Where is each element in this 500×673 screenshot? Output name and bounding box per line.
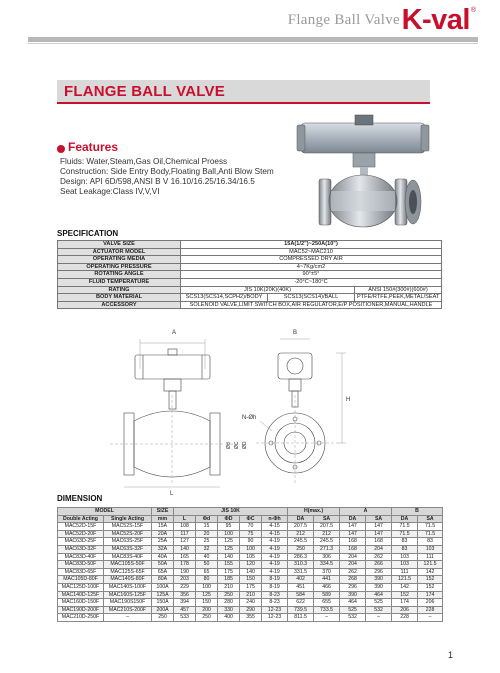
table-cell: DA	[340, 515, 366, 523]
specification-table	[57, 240, 442, 309]
table-cell: 75	[240, 530, 262, 538]
table-cell: 286.3	[288, 553, 314, 561]
valve-photo	[283, 113, 453, 235]
spec-value: SCS13(SCS14)/BALL	[268, 294, 355, 302]
table-cell: MAC83D-50F	[58, 561, 104, 569]
table-cell: 210	[218, 583, 240, 591]
spec-label: ROTATING ANGLE	[58, 271, 181, 279]
spec-label: BODY MATERIAL	[58, 294, 181, 302]
table-cell: DA	[288, 515, 314, 523]
table-cell: 229	[174, 583, 196, 591]
table-cell: B	[392, 508, 443, 516]
spec-value: -20°C~180°C	[181, 278, 442, 286]
table-cell: 20	[196, 530, 218, 538]
table-cell: 174	[418, 591, 443, 599]
table-cell: 533	[174, 614, 196, 622]
table-cell: MODEL	[58, 508, 152, 516]
table-cell: 262	[366, 553, 392, 561]
table-cell: 206	[392, 606, 418, 614]
table-row	[58, 553, 443, 561]
table-cell: Φd	[196, 515, 218, 523]
table-cell: 204	[366, 545, 392, 553]
table-cell: –	[418, 614, 443, 622]
table-cell: MAC83S-40F	[104, 553, 152, 561]
table-cell: 80A	[152, 576, 174, 584]
table-cell: 271.3	[314, 545, 340, 553]
table-cell: 464	[366, 591, 392, 599]
table-cell: MAC190S150F	[104, 599, 152, 607]
table-cell: 50A	[152, 561, 174, 569]
table-cell: 15	[196, 523, 218, 531]
table-cell: 147	[366, 530, 392, 538]
spec-row	[58, 286, 442, 294]
brand-registered-mark: ®	[470, 7, 476, 14]
bullet-icon	[57, 145, 65, 153]
table-cell: MAC52S-15F	[104, 523, 152, 531]
feature-line: Construction: Side Entry Body,Floating Ball,Anti Blow Stem	[60, 167, 274, 176]
table-row	[58, 538, 443, 546]
table-cell: 111	[392, 568, 418, 576]
table-cell: 127	[174, 538, 196, 546]
table-cell: MAC83D-65F	[58, 568, 104, 576]
table-cell: 103	[392, 553, 418, 561]
feature-line: Fluids: Water,Steam,Gas Oil,Chemical Proess	[60, 157, 228, 166]
table-cell: 390	[366, 583, 392, 591]
table-cell: 207.5	[288, 523, 314, 531]
spec-row	[58, 278, 442, 286]
table-cell: ΦD	[218, 515, 240, 523]
spec-row	[58, 301, 442, 309]
spec-row	[58, 271, 442, 279]
table-cell: 147	[340, 530, 366, 538]
table-cell: SIZE	[152, 508, 174, 516]
table-cell: 190	[174, 568, 196, 576]
table-cell: 262	[340, 568, 366, 576]
spec-value: SOLENOID VALVE,LIMIT SWITCH BOX,AIR REGULATOR,E/P POSITIONER,MANUAL,HANDLE	[181, 301, 442, 309]
table-cell: 152	[418, 583, 443, 591]
table-cell: 71.5	[418, 530, 443, 538]
table-cell: 525	[340, 606, 366, 614]
table-cell: MAC83D-40F	[58, 553, 104, 561]
table-cell: 80	[196, 576, 218, 584]
table-cell: 140	[218, 553, 240, 561]
table-cell: 108	[174, 523, 196, 531]
table-row	[58, 545, 443, 553]
table-cell: 120	[240, 561, 262, 569]
table-cell: 266	[366, 561, 392, 569]
table-cell: 390	[340, 591, 366, 599]
table-cell: 50	[196, 561, 218, 569]
table-cell: 228	[392, 614, 418, 622]
table-cell: MAC125D-100F	[58, 583, 104, 591]
table-cell: MAC160D-150F	[58, 599, 104, 607]
table-cell: 83	[392, 538, 418, 546]
spec-label: OPERATING PRESSURE	[58, 263, 181, 271]
table-cell: 464	[340, 599, 366, 607]
table-cell: 140	[174, 545, 196, 553]
table-cell: 451	[288, 583, 314, 591]
table-cell: 168	[366, 538, 392, 546]
table-cell: 152	[418, 576, 443, 584]
table-cell: MAC140S-80F	[104, 576, 152, 584]
table-cell: 168	[340, 538, 366, 546]
spec-value: COMPRESSED DRY AIR	[181, 256, 442, 264]
table-cell: 290	[240, 606, 262, 614]
table-cell: ΦC	[240, 515, 262, 523]
table-cell: 65	[196, 568, 218, 576]
table-cell: 240	[240, 599, 262, 607]
table-cell: MAC63D-32F	[58, 545, 104, 553]
table-cell: 733.5	[314, 606, 340, 614]
table-cell: 206	[418, 599, 443, 607]
table-cell: MAC52S-20F	[104, 530, 152, 538]
table-cell: 532	[366, 606, 392, 614]
spec-row	[58, 241, 442, 249]
table-cell: 330	[218, 606, 240, 614]
table-cell: 147	[366, 523, 392, 531]
table-cell: 152	[392, 591, 418, 599]
table-cell: 142	[418, 568, 443, 576]
table-cell: 103	[392, 561, 418, 569]
spec-row	[58, 263, 442, 271]
table-row	[58, 576, 443, 584]
title-underline	[57, 102, 430, 104]
table-cell: Double Acting	[58, 515, 104, 523]
valve-technical-drawing	[80, 325, 420, 500]
table-cell: 331.5	[288, 568, 314, 576]
table-cell: 245.5	[314, 538, 340, 546]
table-cell: –	[104, 614, 152, 622]
dim-label-nh: N-Øh	[242, 415, 257, 421]
table-cell: 532	[340, 614, 366, 622]
table-cell: 306	[314, 553, 340, 561]
table-cell: 268	[340, 576, 366, 584]
table-cell: 296	[366, 568, 392, 576]
spec-row	[58, 256, 442, 264]
table-cell: MAC160S-125F	[104, 591, 152, 599]
table-row	[58, 591, 443, 599]
table-cell: 250	[152, 614, 174, 622]
page-title: FLANGE BALL VALVE	[64, 83, 225, 100]
table-cell: MAC210S-200F	[104, 606, 152, 614]
table-cell: 4-19	[262, 553, 288, 561]
table-cell: 4-15	[262, 530, 288, 538]
table-cell: 100	[240, 545, 262, 553]
table-cell: SA	[418, 515, 443, 523]
table-cell: 125	[218, 545, 240, 553]
table-cell: 200A	[152, 606, 174, 614]
table-cell: –	[314, 614, 340, 622]
table-cell: 147	[340, 523, 366, 531]
table-cell: 4-15	[262, 523, 288, 531]
table-cell: n-Φh	[262, 515, 288, 523]
table-cell: 71.5	[392, 523, 418, 531]
table-cell: 185	[218, 576, 240, 584]
table-cell: –	[366, 614, 392, 622]
table-cell: 622	[288, 599, 314, 607]
table-cell: 20A	[152, 530, 174, 538]
table-cell: 655	[314, 599, 340, 607]
header-rule	[28, 37, 478, 42]
spec-label: OPERATING MEDIA	[58, 256, 181, 264]
view-a-label: A	[172, 330, 177, 336]
table-cell: 400	[218, 614, 240, 622]
table-cell: MAC63D-25F	[58, 538, 104, 546]
table-cell: 370	[314, 568, 340, 576]
table-cell: 250	[288, 545, 314, 553]
spec-label: FLUID TEMPERATURE	[58, 278, 181, 286]
table-cell: 355	[240, 614, 262, 622]
table-cell: 280	[218, 599, 240, 607]
table-row	[58, 561, 443, 569]
table-cell: 8-23	[262, 591, 288, 599]
table-cell: 100	[218, 530, 240, 538]
table-cell: 95	[218, 523, 240, 531]
table-cell: 90	[240, 538, 262, 546]
table-cell: 457	[174, 606, 196, 614]
table-cell: 142	[392, 583, 418, 591]
spec-value: 4~7Kg/cm2	[181, 263, 442, 271]
table-cell: 125A	[152, 591, 174, 599]
spec-label: ACTUATOR MODEL	[58, 248, 181, 256]
table-cell: 100	[196, 583, 218, 591]
table-cell: 228	[418, 606, 443, 614]
table-cell: 103	[418, 545, 443, 553]
feature-line: Design: API 6D/598,ANSI B V 16.10/16.25/16.34/16.5	[60, 177, 255, 186]
table-cell: 212	[314, 530, 340, 538]
dim-label-dd: ØD	[242, 441, 248, 449]
spec-label: VALVE SIZE	[58, 241, 181, 249]
table-cell: 150	[240, 576, 262, 584]
table-cell: 32	[196, 545, 218, 553]
table-cell: 15A	[152, 523, 174, 531]
spec-label: RATING	[58, 286, 181, 294]
table-cell: A	[340, 508, 392, 516]
table-cell: 71.5	[418, 523, 443, 531]
table-cell: 100A	[152, 583, 174, 591]
table-cell: 8-23	[262, 599, 288, 607]
table-cell: 25A	[152, 538, 174, 546]
spec-row	[58, 248, 442, 256]
table-cell: 40A	[152, 553, 174, 561]
table-cell: 4-19	[262, 561, 288, 569]
table-cell: 174	[392, 599, 418, 607]
table-cell: H(max.)	[288, 508, 340, 516]
table-cell: 204	[340, 561, 366, 569]
table-cell: Single Acting	[104, 515, 152, 523]
table-cell: 334.5	[314, 561, 340, 569]
table-cell: 4-19	[262, 545, 288, 553]
table-cell: 245.5	[288, 538, 314, 546]
table-cell: 125	[196, 591, 218, 599]
spec-row	[58, 294, 442, 302]
table-cell: MAC63S-32F	[104, 545, 152, 553]
spec-value: 90°±5°	[181, 271, 442, 279]
table-row	[58, 599, 443, 607]
table-cell: 402	[288, 576, 314, 584]
table-cell: 739.5	[288, 606, 314, 614]
table-cell: 203	[174, 576, 196, 584]
table-cell: 121.5	[392, 576, 418, 584]
table-cell: 175	[218, 568, 240, 576]
table-cell: 175	[240, 583, 262, 591]
table-cell: 70	[240, 523, 262, 531]
table-cell: 12-23	[262, 606, 288, 614]
table-row	[58, 606, 443, 614]
table-cell: 83	[418, 538, 443, 546]
table-cell: 117	[174, 530, 196, 538]
table-cell: 525	[366, 599, 392, 607]
table-cell: MAC210D-250F	[58, 614, 104, 622]
table-cell: 390	[366, 576, 392, 584]
table-cell: 200	[196, 606, 218, 614]
table-cell: 25	[196, 538, 218, 546]
table-cell: 40	[196, 553, 218, 561]
table-cell: MAC140D-125F	[58, 591, 104, 599]
table-cell: MAC125S-65F	[104, 568, 152, 576]
table-row	[58, 568, 443, 576]
header-rule-thin	[28, 43, 478, 44]
brand-logo: K-val	[401, 4, 470, 36]
spec-value: PTFE/RTFE,PEEK,METAL/SEAT	[355, 294, 442, 302]
table-row	[58, 530, 443, 538]
spec-value: MAC52~MAC210	[181, 248, 442, 256]
table-cell: 178	[174, 561, 196, 569]
table-cell: 105	[240, 553, 262, 561]
table-cell: 212	[288, 530, 314, 538]
spec-value: JIS 10K(20K)(40K)	[181, 286, 355, 294]
table-cell: 65A	[152, 568, 174, 576]
page-number: 1	[447, 650, 453, 660]
table-cell: 8-19	[262, 583, 288, 591]
table-cell: 441	[314, 576, 340, 584]
table-cell: 125	[218, 538, 240, 546]
spec-value: SCS13(SCS14,SCPH2)/BODY	[181, 294, 268, 302]
dimension-header-row	[58, 508, 443, 516]
table-cell: 394	[174, 599, 196, 607]
table-cell: MAC63S-25F	[104, 538, 152, 546]
table-cell: MAC52D-20F	[58, 530, 104, 538]
table-cell: MAC140S-100F	[104, 583, 152, 591]
dim-label-l: L	[170, 491, 174, 497]
table-cell: MAC105S-50F	[104, 561, 152, 569]
table-cell: 584	[288, 591, 314, 599]
dimension-heading: DIMENSION	[57, 494, 103, 503]
table-cell: 250	[218, 591, 240, 599]
table-cell: 8-19	[262, 576, 288, 584]
dim-label-d: Ød	[226, 442, 232, 449]
table-cell: 150	[196, 599, 218, 607]
table-cell: 155	[218, 561, 240, 569]
table-cell: 12-23	[262, 614, 288, 622]
table-cell: 296	[340, 583, 366, 591]
table-row	[58, 583, 443, 591]
table-cell: 204	[340, 553, 366, 561]
table-cell: 210	[240, 591, 262, 599]
table-cell: 150A	[152, 599, 174, 607]
table-cell: 121.5	[418, 561, 443, 569]
table-cell: 356	[174, 591, 196, 599]
table-cell: 589	[314, 591, 340, 599]
table-cell: 4-19	[262, 538, 288, 546]
table-cell: DA	[392, 515, 418, 523]
spec-value: 15A(1/2")~250A(10")	[181, 241, 442, 249]
table-cell: JIS 10K	[174, 508, 288, 516]
table-row	[58, 523, 443, 531]
dim-label-h: H	[346, 397, 351, 403]
table-cell: 71.5	[392, 530, 418, 538]
features-heading: Features	[68, 140, 119, 154]
spec-label: ACCESSORY	[58, 301, 181, 309]
table-cell: L	[174, 515, 196, 523]
table-cell: 168	[340, 545, 366, 553]
table-cell: 32A	[152, 545, 174, 553]
table-cell: SA	[366, 515, 392, 523]
table-cell: 165	[174, 553, 196, 561]
feature-line: Seat Leakage:Class IV,V,VI	[60, 187, 160, 196]
table-cell: 83	[392, 545, 418, 553]
table-cell: MAC190D-200F	[58, 606, 104, 614]
table-cell: 140	[240, 568, 262, 576]
table-cell: SA	[314, 515, 340, 523]
view-b-label: B	[293, 330, 298, 336]
dim-label-c: ØC	[234, 441, 240, 449]
table-cell: 811.5	[288, 614, 314, 622]
table-cell: 111	[418, 553, 443, 561]
specification-heading: SPECIFICATION	[57, 229, 119, 238]
table-cell: 250	[196, 614, 218, 622]
table-cell: 207.5	[314, 523, 340, 531]
table-cell: mm	[152, 515, 174, 523]
spec-value: ANSI 150#(300#)(600#)	[355, 286, 442, 294]
table-cell: 466	[314, 583, 340, 591]
dimension-header-row	[58, 515, 443, 523]
table-cell: 4-19	[262, 568, 288, 576]
product-line-label: Flange Ball Valve	[287, 12, 400, 28]
table-row	[58, 614, 443, 622]
table-cell: MAC105D-80F	[58, 576, 104, 584]
dimension-table	[57, 507, 443, 622]
table-cell: 310.3	[288, 561, 314, 569]
table-cell: MAC52D-15F	[58, 523, 104, 531]
